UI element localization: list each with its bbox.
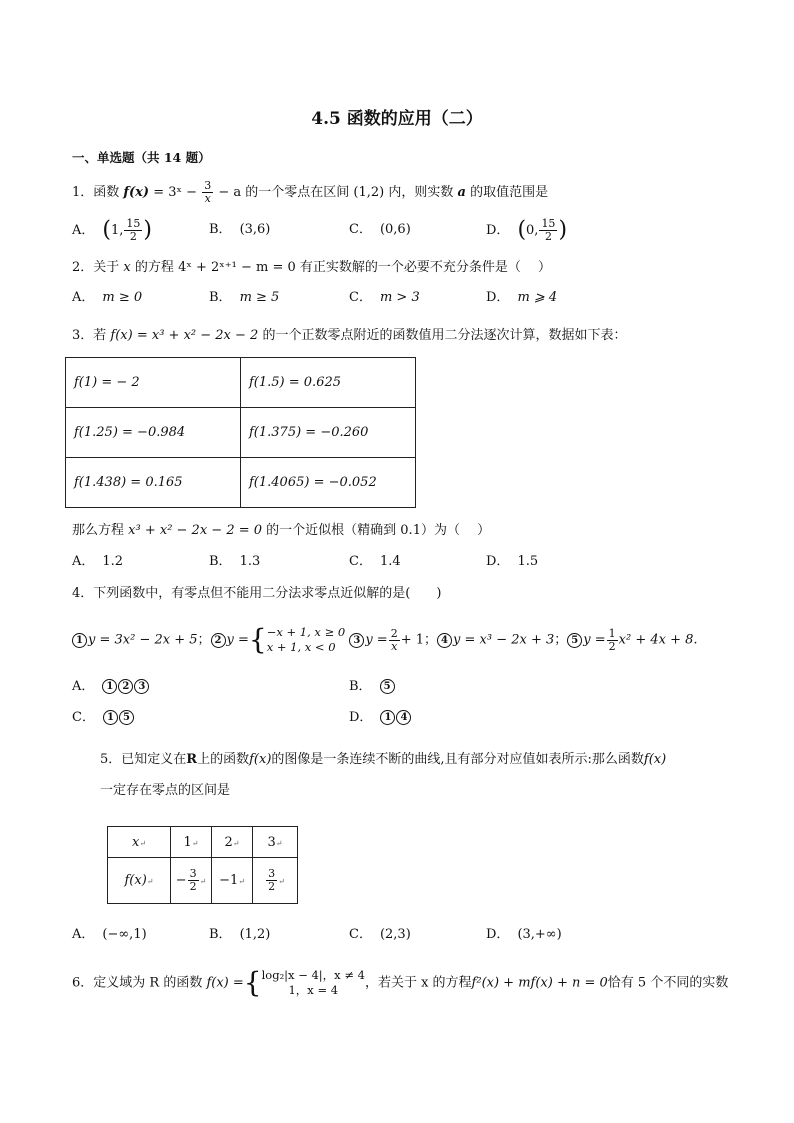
q1-d-frac [539,218,557,243]
q1-frac-den: x [204,192,211,205]
q6-text1: 6．定义域为 R 的函数 [72,975,203,991]
brace: { [248,623,267,656]
q3-text2: 的一个正数零点附近的函数值用二分法逐次计算，数据如下表： [262,328,627,343]
q3-followup [72,521,490,541]
q5-option-d[interactable] [486,923,562,947]
return-mark: ↵ [278,877,285,886]
q3-equation: f(x) = x³ + x² − 2x − 2 [110,328,259,343]
q4-f3-tail: + 1 [400,632,424,648]
question-1 [72,180,548,205]
q4-f5-lhs: y = [583,632,606,648]
table-cell: f(1.5) = 0.625 [241,358,416,408]
return-mark: ↵ [139,838,147,848]
option-value: 1.3 [239,554,261,569]
question-6 [72,966,728,1001]
frac-num: 3 [189,867,197,880]
page-title: 4.5 函数的应用（二） [311,109,483,129]
q6-equation: f²(x) + mf(x) + n = 0 [471,975,608,991]
q3-bisection-table [65,357,416,508]
frac-den: 2 [544,230,552,243]
q5-text2: 上的函数 [197,752,250,767]
q1-frac [202,180,213,205]
circled-number: 5 [380,679,395,694]
q1-d-left: 0, [526,223,539,238]
q4-option-d[interactable] [349,706,412,730]
option-value: 1.2 [102,554,124,569]
q5-option-b[interactable] [209,923,270,947]
q1-text2: 的一个零点在区间 [245,185,350,200]
table-cell [171,858,212,904]
option-label: D． [349,710,373,725]
option-value: 1.4 [379,554,401,569]
q5-fx2: f(x) [643,752,667,767]
option-label: B． [209,927,232,942]
option-value: 1.5 [517,554,539,569]
option-value: m ⩾ 4 [517,290,558,305]
q2-options [72,286,722,310]
table-cell [253,827,298,858]
frac-den: 2 [129,230,137,243]
return-mark: ↵ [146,877,154,886]
circled-number: 1 [103,710,118,725]
q1-option-a[interactable] [72,218,152,243]
q3-option-a[interactable] [72,550,123,574]
frac-den: 2 [608,639,616,653]
q5-text3: 的图像是一条连续不断的曲线,且有部分对应值如表所示:那么函数 [271,752,644,767]
q4-f2-piecewise [267,625,345,655]
piece-top: −x + 1, x ≥ 0 [266,625,346,639]
right-paren: ) [558,217,568,243]
frac-den: 2 [268,880,276,893]
q1-number: 1．函数 [72,185,120,200]
circled-number: 1 [380,710,395,725]
section-heading: 一、单选题（共 14 题） [72,150,211,165]
q1-frac-num: 3 [204,179,212,192]
q1-eq: = 3ˣ − [153,185,198,200]
q1-a: a [457,185,466,200]
option-label: D． [486,290,510,305]
x-value: 3 [267,834,276,850]
q3-after1: 那么方程 [72,523,125,538]
q2-text3: 有正实数解的一个必要不充分条件是（ ） [299,260,552,275]
separator: ； [197,632,211,648]
frac-num: 15 [126,217,141,230]
q4-f3-frac [389,628,400,653]
fraction [266,868,277,893]
question-5 [100,750,666,770]
table-cell [108,827,171,858]
option-value: m > 3 [379,290,420,305]
frac-num: 15 [541,217,556,230]
left-paren: ( [102,217,111,243]
q5-value-table [107,826,298,904]
table-cell: f(1.4065) = −0.052 [241,458,416,508]
circled-number: 5 [567,633,582,648]
option-label: C． [349,290,372,305]
circled-number: 4 [396,710,411,725]
q1-fx: f(x) [123,185,150,200]
q6-piecewise [262,968,365,998]
q5-text1: 5．已知定义在 [100,752,187,767]
q4-f5-frac [607,628,618,653]
q2-option-c[interactable] [349,286,420,310]
option-label: A． [72,679,95,694]
q2-option-d[interactable] [486,286,557,310]
x-label: x [131,834,140,850]
table-cell [171,827,212,858]
q1-options [72,218,722,242]
option-label: C． [349,554,372,569]
q4-option-a[interactable] [72,675,150,699]
q4-options-row1 [72,675,722,699]
q2-option-b[interactable] [209,286,279,310]
q6-text2: ，若关于 x 的方程 [364,975,472,991]
q3-option-c[interactable] [349,550,401,574]
q1-text3: 内，则实数 [388,185,454,200]
option-label: A． [72,554,95,569]
q3-after-eq: x³ + x² − 2x − 2 = 0 [128,523,263,538]
table-row [66,458,416,508]
q5-option-c[interactable] [349,923,411,947]
option-value: (−∞,1) [102,927,147,942]
option-label: A． [72,290,95,305]
q2-option-a[interactable] [72,286,142,310]
fx-label: f(x) [124,873,147,888]
option-value: m ≥ 5 [239,290,280,305]
q1-text4: 的取值范围是 [470,185,549,200]
q3-options [72,550,722,574]
q2-text2: 的方程 [134,260,174,275]
separator: ； [554,632,568,648]
frac-num: 3 [268,867,276,880]
q1-a-left: 1, [110,223,124,238]
q4-f4: y = x³ − 2x + 3 [453,632,555,648]
q6-text3: 恰有 5 个不同的实数 [607,975,729,991]
q4-functions [72,624,698,657]
piece-bottom: 1，x = 4 [288,983,339,997]
q4-option-b[interactable] [349,675,396,699]
piece-top: log₂|x − 4|，x ≠ 4 [261,968,365,982]
option-label: C． [72,710,95,725]
q5-text4: 一定存在零点的区间是 [100,783,231,798]
separator: ； [424,632,438,648]
table-row [66,358,416,408]
q1-tail: − a [218,185,242,200]
option-label: B． [209,222,232,237]
table-cell [212,827,253,858]
question-3 [72,326,626,346]
table-cell [253,858,298,904]
left-paren: ( [517,217,527,243]
q3-text1: 3．若 [72,328,107,343]
x-value: 1 [183,834,192,850]
q3-after2: 的一个近似根（精确到 0.1）为（ ） [266,523,491,538]
frac-den: x [391,639,398,653]
circled-number: 2 [118,679,133,694]
frac-num: 2 [390,626,398,640]
option-label: C． [349,222,372,237]
q4-f1: y = 3x² − 2x + 5 [88,632,198,648]
q5-options [72,923,722,947]
circled-number: 3 [349,633,364,648]
q4-option-c[interactable] [72,706,135,730]
fx-value: −1 [219,873,239,888]
q1-a-frac [124,218,142,243]
option-value: m ≥ 0 [102,290,143,305]
q6-fx: f(x) = [206,975,244,991]
return-mark: ↵ [191,838,199,848]
q2-equation: 4ˣ + 2ˣ⁺¹ − m = 0 [178,260,296,275]
q1-option-b[interactable] [209,218,270,242]
minus-sign: − [175,873,187,888]
circled-number: 2 [211,633,226,648]
circled-number: 1 [102,679,117,694]
question-4: 4．下列函数中，有零点但不能用二分法求零点近似解的是( ) [72,586,442,601]
q1-option-c[interactable] [349,218,411,242]
q4-f2-lhs: y = [226,632,249,648]
option-value: (3,+∞) [517,927,562,942]
q4-f5-tail: x² + 4x + 8. [618,632,698,648]
fraction [188,868,199,893]
q1-interval: (1,2) [353,185,385,200]
option-value: (3,6) [239,222,271,237]
q3-option-b[interactable] [209,550,260,574]
circled-number: 1 [72,633,87,648]
q4-options-row2 [72,706,722,730]
option-label: A． [72,927,95,942]
option-label: B． [209,290,232,305]
option-label: D． [486,927,510,942]
q5-fx: f(x) [249,752,272,767]
right-paren: ) [143,217,152,243]
table-row [108,858,298,904]
table-cell: f(1) = − 2 [66,358,241,408]
table-cell: f(1.438) = 0.165 [66,458,241,508]
option-value: (1,2) [239,927,271,942]
table-row [66,408,416,458]
table-cell [108,858,171,904]
frac-num: 1 [608,626,616,640]
piece-bottom: x + 1, x < 0 [266,640,336,654]
option-label: A． [72,223,95,238]
option-value: (0,6) [379,222,411,237]
brace: { [243,966,262,999]
return-mark: ↵ [238,877,245,886]
circled-number: 3 [134,679,149,694]
x-value: 2 [224,834,233,850]
table-cell: f(1.25) = −0.984 [66,408,241,458]
option-label: C． [349,927,372,942]
q5-R: R [186,752,198,767]
circled-number: 5 [119,710,134,725]
q1-option-d[interactable] [486,218,567,243]
q3-option-d[interactable] [486,550,538,574]
frac-den: 2 [189,880,197,893]
q2-text1: 2．关于 [72,260,120,275]
question-2 [72,258,551,278]
return-mark: ↵ [199,877,207,886]
q4-f3-lhs: y = [365,632,388,648]
q2-x: x [123,260,131,275]
table-cell [212,858,253,904]
table-cell: f(1.375) = −0.260 [241,408,416,458]
option-value: (2,3) [379,927,411,942]
table-row [108,827,298,858]
option-label: B． [349,679,372,694]
option-label: D． [486,223,510,238]
option-label: D． [486,554,510,569]
return-mark: ↵ [275,838,283,848]
q5-option-a[interactable] [72,923,147,947]
option-label: B． [209,554,232,569]
circled-number: 4 [437,633,452,648]
return-mark: ↵ [232,838,240,848]
